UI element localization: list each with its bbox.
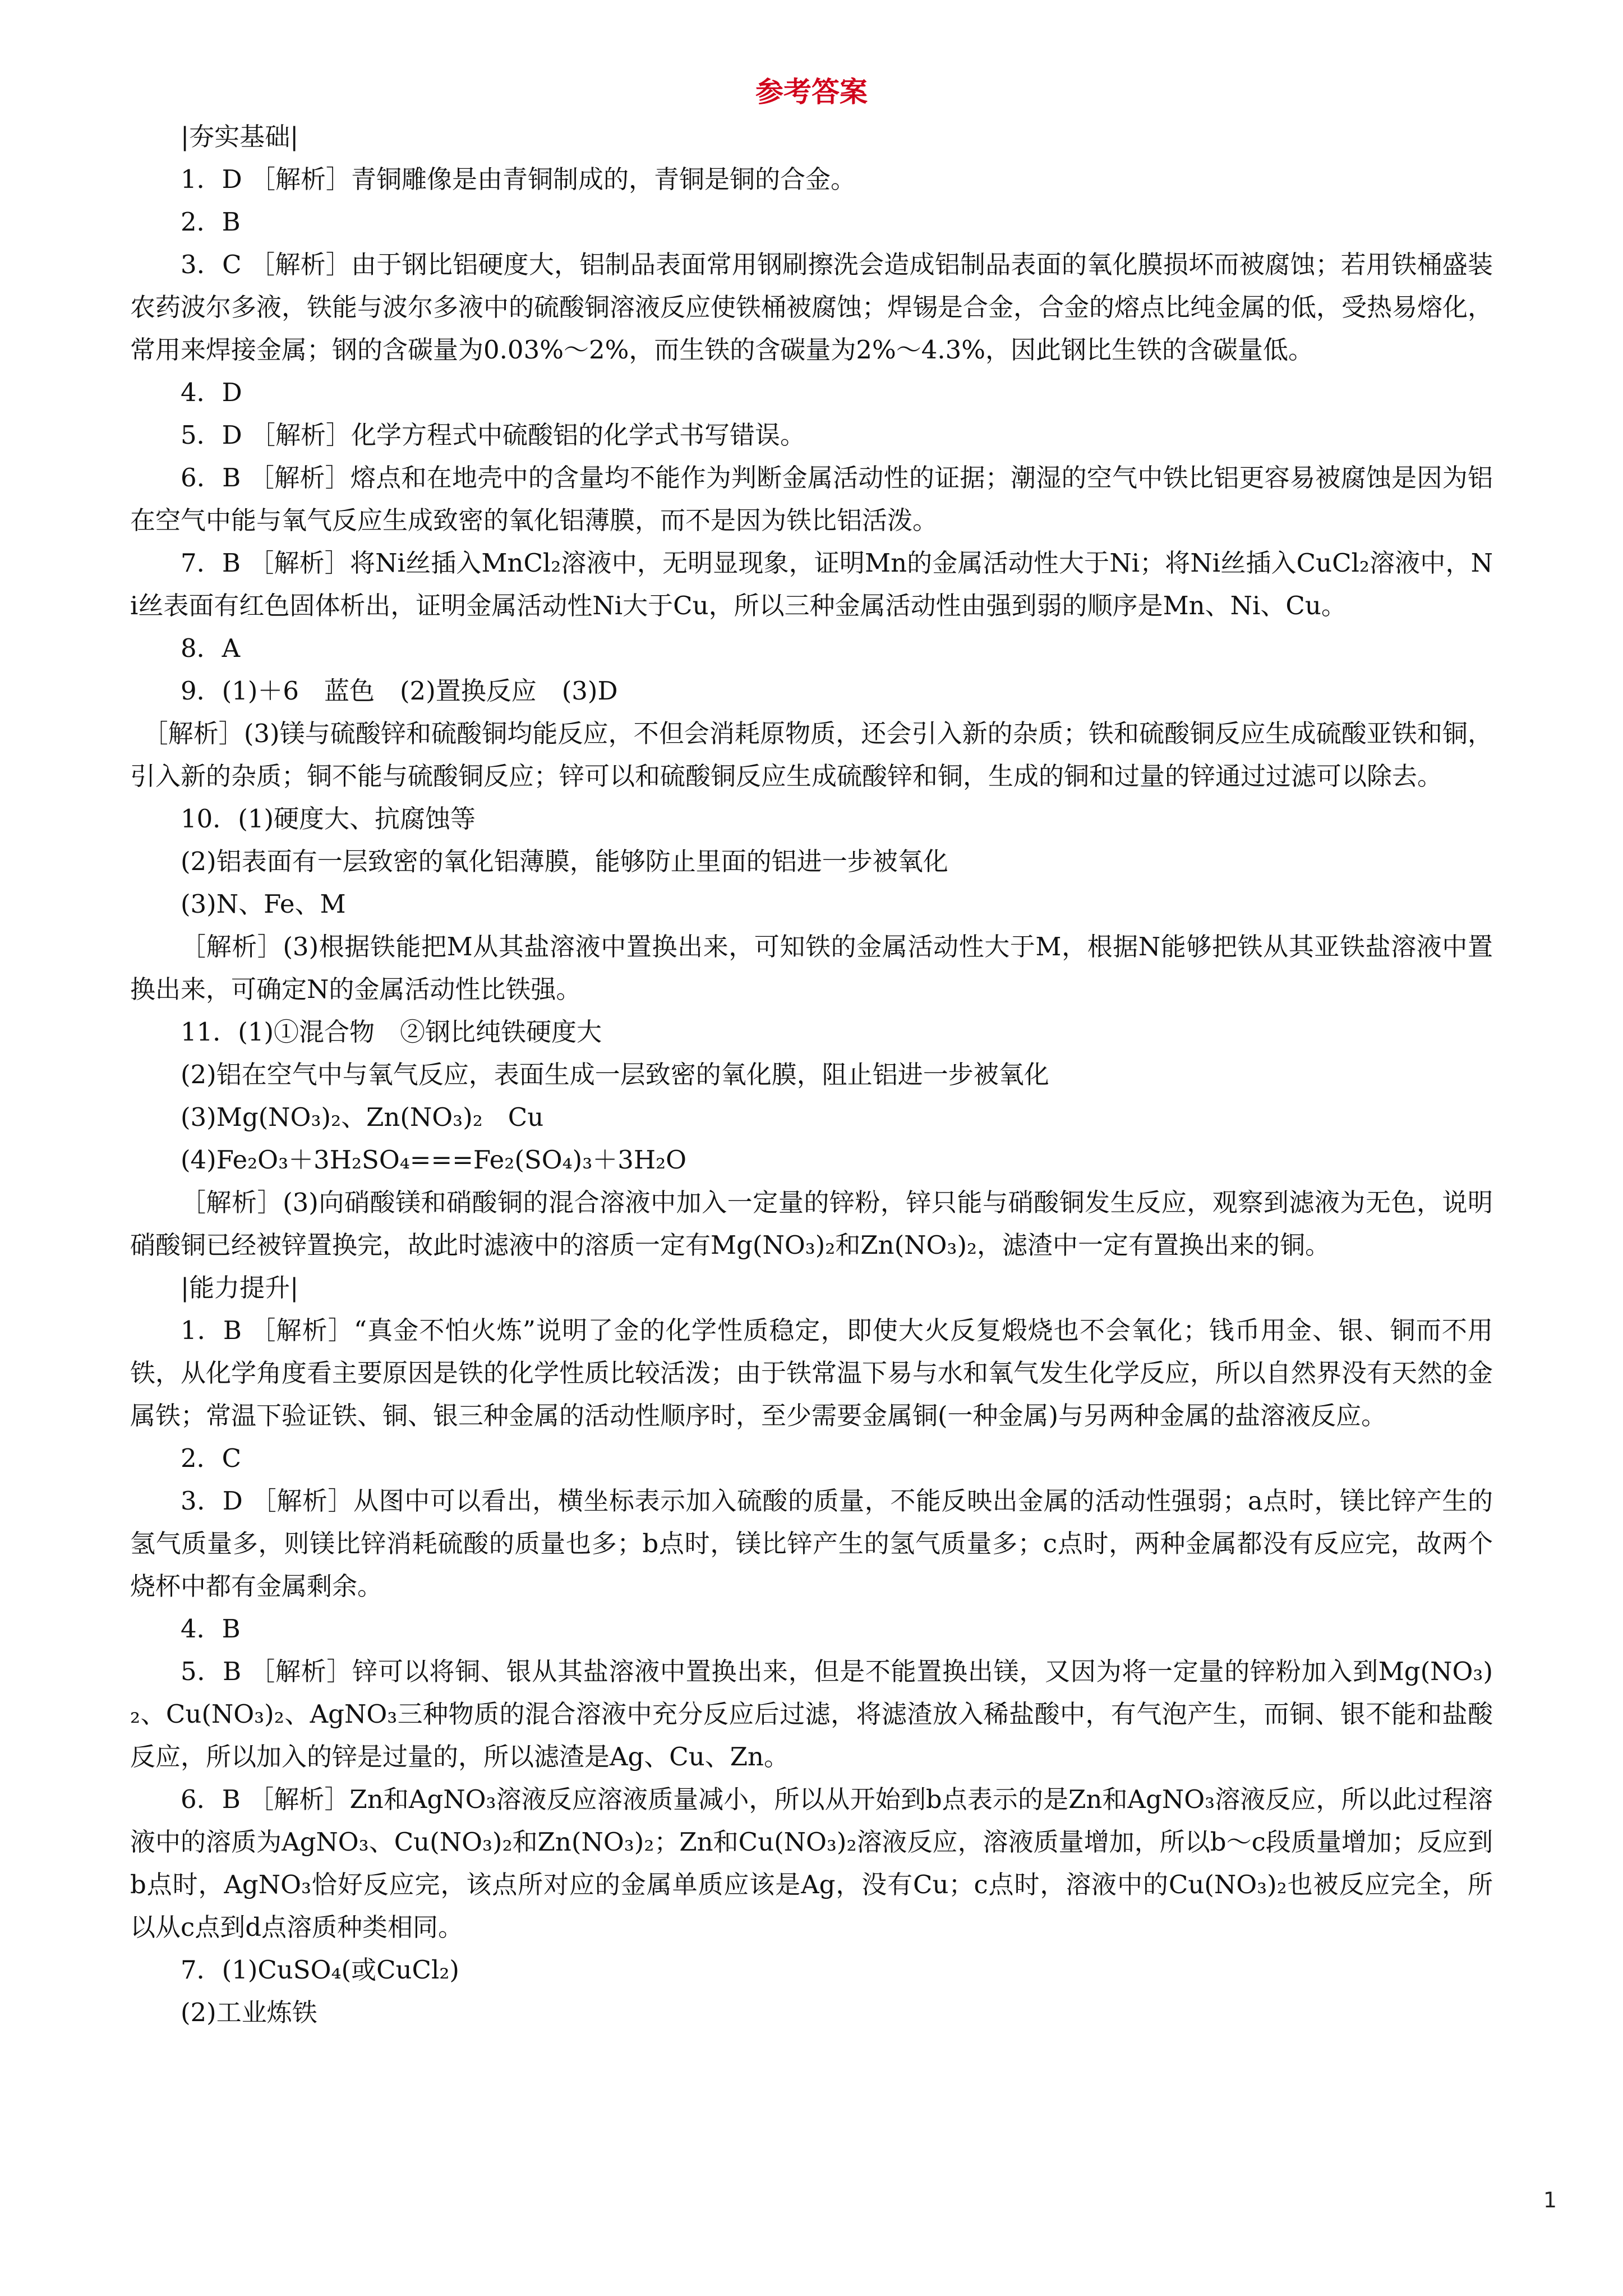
answer-item: 4．D xyxy=(181,378,242,407)
answer-item: (3)N、Fe、M xyxy=(181,889,346,919)
answer-item: (2)铝在空气中与氧气反应，表面生成一层致密的氧化膜，阻止铝进一步被氧化 xyxy=(181,1060,1049,1089)
answer-item: 5．D ［解析］化学方程式中硫酸铝的化学式书写错误。 xyxy=(181,420,806,450)
answer-item: (2)铝表面有一层致密的氧化铝薄膜，能够防止里面的铝进一步被氧化 xyxy=(181,846,948,876)
answer-item: ［解析］(3)根据铁能把M从其盐溶液中置换出来，可知铁的金属活动性大于M，根据N能够把铁从其亚铁盐溶液中置换出来，可确定N的金属活动性比铁强。 xyxy=(130,932,1493,1004)
answer-item: 4．B xyxy=(181,1614,241,1644)
answer-item: 2．B xyxy=(181,207,241,237)
answer-item: 3．C ［解析］由于钢比铝硬度大，铝制品表面常用钢刷擦洗会造成铝制品表面的氧化膜损坏而被腐蚀；若用铁桶盛装农药波尔多液，铁能与波尔多液中的硫酸铜溶液反应使铁桶被腐蚀；焊锡是合金，合金的熔点比纯金属的低，受热易熔化，常用来焊接金属；钢的含碳量为0.03%～2%，而生铁的含碳量为2%～4.3%，因此钢比生铁的含碳量低。 xyxy=(130,250,1493,365)
answer-item: ［解析］(3)镁与硫酸锌和硫酸铜均能反应，不但会消耗原物质，还会引入新的杂质；铁和硫酸铜反应生成硫酸亚铁和铜，引入新的杂质；铜不能与硫酸铜反应；锌可以和硫酸铜反应生成硫酸锌和铜，生成的铜和过量的锌通过过滤可以除去。 xyxy=(130,719,1493,791)
answer-item: 1．D ［解析］青铜雕像是由青铜制成的，青铜是铜的合金。 xyxy=(181,164,856,194)
answer-item: (3)Mg(NO₃)₂、Zn(NO₃)₂ Cu xyxy=(181,1102,544,1132)
answer-content xyxy=(130,116,1493,2034)
answer-item: 11．(1)①混合物 ②钢比纯铁硬度大 xyxy=(181,1017,602,1047)
page-title: 参考答案 xyxy=(755,75,868,108)
answer-item: 5．B ［解析］锌可以将铜、银从其盐溶液中置换出来，但是不能置换出镁，又因为将一定量的锌粉加入到Mg(NO₃)₂、Cu(NO₃)₂、AgNO₃三种物质的混合溶液中充分反应后过滤，将滤渣放入稀盐酸中，有气泡产生，而铜、银不能和盐酸反应，所以加入的锌是过量的，所以滤渣是Ag、Cu、Zn。 xyxy=(130,1657,1493,1772)
answer-item: 7．B ［解析］将Ni丝插入MnCl₂溶液中，无明显现象，证明Mn的金属活动性大于Ni；将Ni丝插入CuCl₂溶液中，Ni丝表面有红色固体析出，证明金属活动性Ni大于Cu，所以三种金属活动性由强到弱的顺序是Mn、Ni、Cu。 xyxy=(130,548,1493,620)
answer-item: 2．C xyxy=(181,1443,242,1473)
answer-item: 6．B ［解析］Zn和AgNO₃溶液反应溶液质量减小，所以从开始到b点表示的是Zn和AgNO₃溶液反应，所以此过程溶液中的溶质为AgNO₃、Cu(NO₃)₂和Zn(NO₃)₂；Zn和Cu(NO₃)₂溶液反应，溶液质量增加，所以b～c段质量增加；反应到b点时，AgNO₃恰好反应完，该点所对应的金属单质应该是Ag，没有Cu；c点时，溶液中的Cu(NO₃)₂也被反应完全，所以从c点到d点溶质种类相同。 xyxy=(130,1784,1493,1942)
answer-item: 3．D ［解析］从图中可以看出，横坐标表示加入硫酸的质量，不能反映出金属的活动性强弱；a点时，镁比锌产生的氢气质量多，则镁比锌消耗硫酸的质量也多；b点时，镁比锌产生的氢气质量多；c点时，两种金属都没有反应完，故两个烧杯中都有金属剩余。 xyxy=(130,1486,1493,1601)
answer-page xyxy=(130,72,1493,2034)
answer-item: 7．(1)CuSO₄(或CuCl₂) xyxy=(181,1955,459,1985)
answer-item: (2)工业炼铁 xyxy=(181,1998,317,2027)
section-heading: |能力提升| xyxy=(181,1273,299,1303)
answer-item: 1．B ［解析］“真金不怕火炼”说明了金的化学性质稳定，即使大火反复煅烧也不会氧化；钱币用金、银、铜而不用铁，从化学角度看主要原因是铁的化学性质比较活泼；由于铁常温下易与水和氧气发生化学反应，所以自然界没有天然的金属铁；常温下验证铁、铜、银三种金属的活动性顺序时，至少需要金属铜(一种金属)与另两种金属的盐溶液反应。 xyxy=(130,1315,1493,1430)
answer-item: 6．B ［解析］熔点和在地壳中的含量均不能作为判断金属活动性的证据；潮湿的空气中铁比铝更容易被腐蚀是因为铝在空气中能与氧气反应生成致密的氧化铝薄膜，而不是因为铁比铝活泼。 xyxy=(130,463,1493,535)
page-number: 1 xyxy=(1543,2188,1557,2212)
answer-item: 9．(1)＋6 蓝色 (2)置换反应 (3)D xyxy=(181,676,618,706)
answer-item: ［解析］(3)向硝酸镁和硝酸铜的混合溶液中加入一定量的锌粉，锌只能与硝酸铜发生反应，观察到滤液为无色，说明硝酸铜已经被锌置换完，故此时滤液中的溶质一定有Mg(NO₃)₂和Zn(NO₃)₂，滤渣中一定有置换出来的铜。 xyxy=(130,1188,1493,1260)
answer-item: 10．(1)硬度大、抗腐蚀等 xyxy=(181,804,476,834)
answer-item: (4)Fe₂O₃＋3H₂SO₄===Fe₂(SO₄)₃＋3H₂O xyxy=(181,1145,687,1175)
section-heading: |夯实基础| xyxy=(181,122,299,151)
answer-item: 8．A xyxy=(181,633,241,663)
